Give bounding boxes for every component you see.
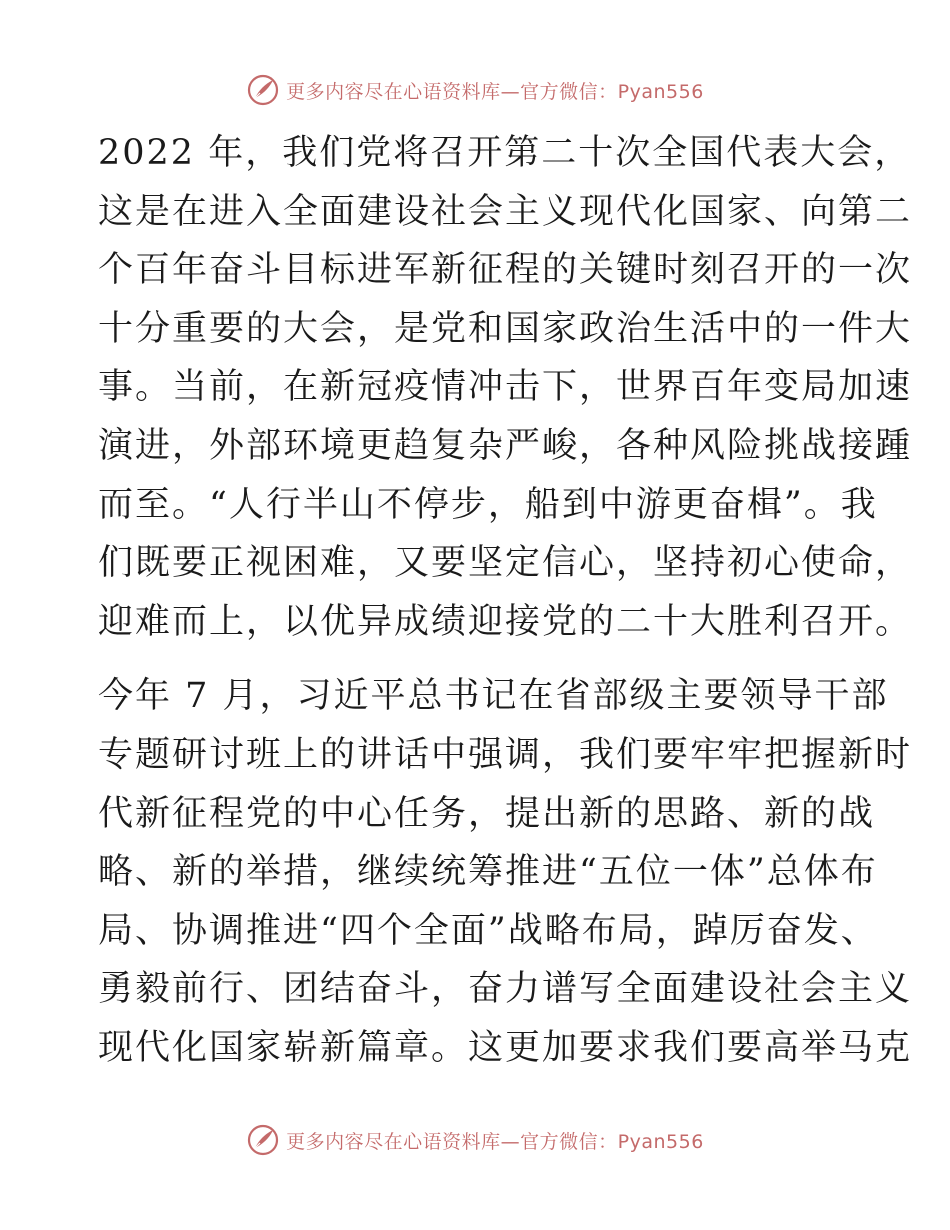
- text-line: 今年 7 月，习近平总书记在省部级主要领导干部: [98, 676, 889, 717]
- paragraph-1: [98, 124, 913, 651]
- document-body: [98, 124, 913, 1078]
- footer-watermark: [0, 1120, 950, 1160]
- text-line: 演进，外部环境更趋复杂严峻，各种风险挑战接踵: [98, 425, 913, 466]
- quill-logo-icon: [246, 1123, 280, 1157]
- text-line: 局、协调推进“四个全面”战略布局，踔厉奋发、: [98, 910, 878, 951]
- text-line: 十分重要的大会，是党和国家政治生活中的一件大: [98, 308, 913, 349]
- text-line: 现代化国家崭新篇章。这更加要求我们要高举马克: [98, 1027, 913, 1068]
- watermark-text: 更多内容尽在心语资料库—官方微信：Pyan556: [286, 80, 704, 103]
- text-line: 事。当前，在新冠疫情冲击下，世界百年变局加速: [98, 367, 913, 408]
- text-line: 专题研讨班上的讲话中强调，我们要牢牢把握新时: [98, 734, 913, 775]
- text-line: 而至。“人行半山不停步，船到中游更奋楫”。我: [98, 484, 878, 525]
- quill-logo-icon: [246, 73, 280, 107]
- text-line: 略、新的举措，继续统筹推进“五位一体”总体布: [98, 852, 878, 893]
- text-line: 个百年奋斗目标进军新征程的关键时刻召开的一次: [98, 250, 913, 291]
- paragraph-2: [98, 667, 913, 1077]
- text-line: 迎难而上，以优异成绩迎接党的二十大胜利召开。: [98, 601, 913, 642]
- text-line: 代新征程党的中心任务，提出新的思路、新的战: [98, 793, 876, 834]
- text-line: 勇毅前行、团结奋斗，奋力谱写全面建设社会主义: [98, 969, 913, 1010]
- watermark-text: 更多内容尽在心语资料库—官方微信：Pyan556: [286, 1130, 704, 1153]
- text-line: 这是在进入全面建设社会主义现代化国家、向第二: [98, 191, 913, 232]
- header-watermark: [0, 70, 950, 110]
- text-line: 2022 年，我们党将召开第二十次全国代表大会，: [98, 133, 912, 173]
- text-line: 们既要正视困难，又要坚定信心，坚持初心使命，: [98, 543, 913, 584]
